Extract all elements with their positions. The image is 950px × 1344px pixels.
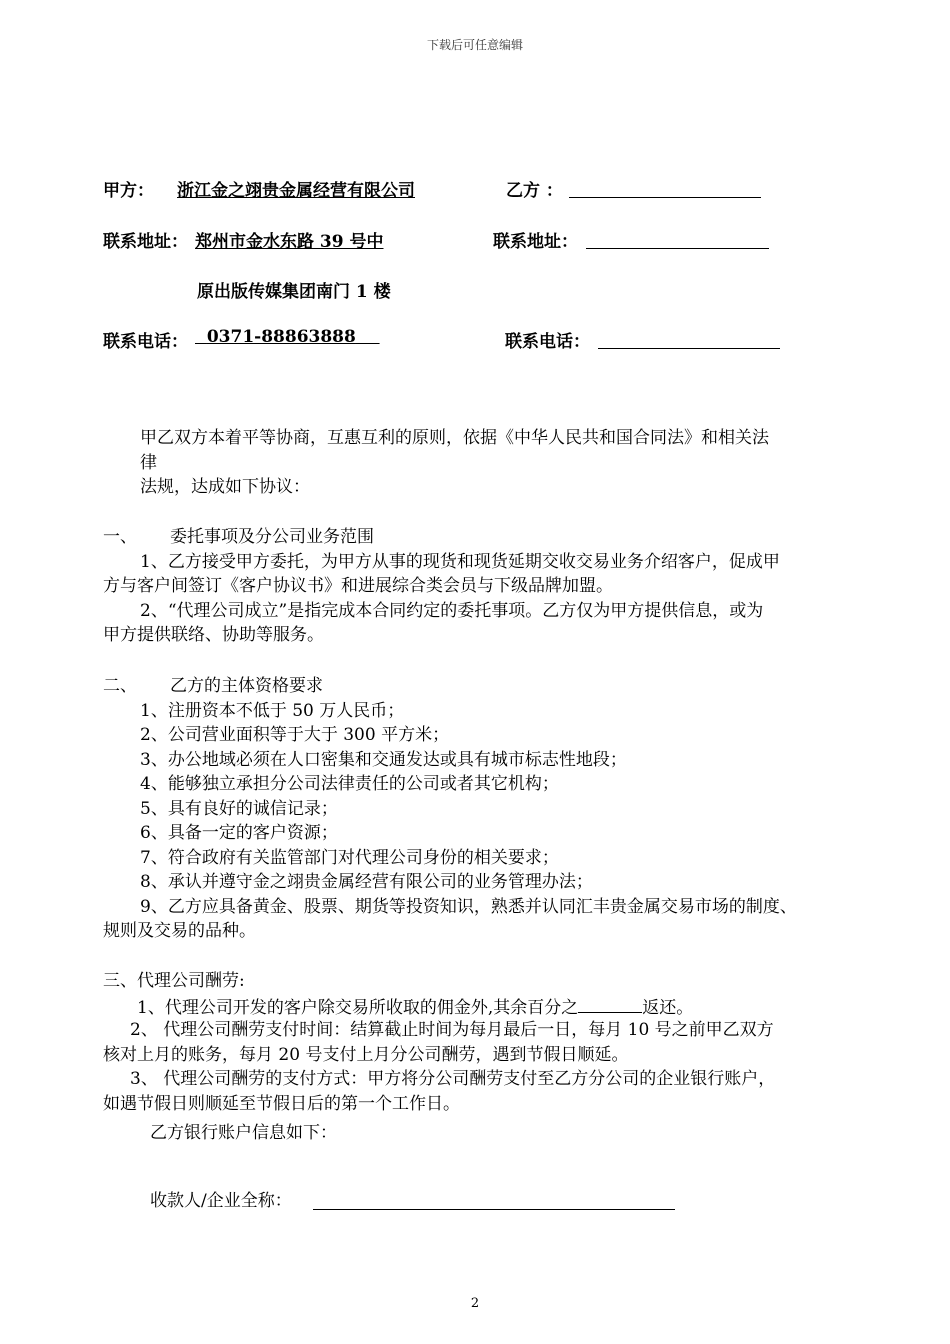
section1-p2-line1: 2、“代理公司成立”是指完成本合同约定的委托事项。乙方仅为甲方提供信息，或为 [140,601,764,621]
section3-p3-line2: 如遇节假日则顺延至节假日后的第一个工作日。 [103,1094,460,1114]
bank-info-intro: 乙方银行账户信息如下： [150,1123,337,1143]
phone-b-blank [598,330,780,349]
address-b-blank [586,230,769,249]
address-b-label: 联系地址： [493,232,578,252]
phone-b-label: 联系电话： [505,332,590,352]
section1-heading-num: 一、 [103,527,137,547]
section1-heading: 委托事项及分公司业务范围 [170,527,374,547]
intro-line2: 律 [140,453,157,473]
address-line1: 郑州市金水东路 39 号中 [195,232,384,252]
section2-heading-num: 二、 [103,676,137,696]
section2-item: 3、办公地域必须在人口密集和交通发达或具有城市标志性地段； [140,750,627,770]
phone-label: 联系电话： [103,332,188,352]
party-a-label: 甲方： [103,181,154,201]
section2-item: 1、注册资本不低于 50 万人民币； [140,701,405,721]
payee-blank [313,1191,675,1210]
header-note: 下载后可任意编辑 [426,38,523,52]
section3-p1-before: 1、代理公司开发的客户除交易所收取的佣金外,其余百分之 [137,998,579,1018]
page-number: 2 [470,1296,480,1311]
section2-item: 2、公司营业面积等于大于 300 平方米； [140,725,450,745]
section3-p3-line1: 3、 代理公司酬劳的支付方式：甲方将分公司酬劳支付至乙方分公司的企业银行账户， [130,1069,776,1089]
address-line2: 原出版传媒集团南门 1 楼 [197,282,391,302]
section2-item: 7、符合政府有关监管部门对代理公司身份的相关要求； [140,848,559,868]
section3-heading: 三、代理公司酬劳: [103,971,245,991]
section2-heading: 乙方的主体资格要求 [170,676,323,696]
section1-p2-line2: 甲方提供联络、协助等服务。 [103,625,324,645]
section3-p2-line2: 核对上月的账务，每月 20 号支付上月分公司酬劳，遇到节假日顺延。 [103,1045,629,1065]
section2-item: 8、承认并遵守金之翊贵金属经营有限公司的业务管理办法； [140,872,593,892]
intro-line3: 法规，达成如下协议： [140,477,310,497]
party-b-label: 乙方 ： [506,181,563,201]
section3-p1 [137,994,693,1020]
section2-item: 4、能够独立承担分公司法律责任的公司或者其它机构； [140,774,559,794]
section2-item: 5、具有良好的诚信记录； [140,799,338,819]
intro-line1: 甲乙双方本着平等协商，互惠互利的原则，依据《中华人民共和国合同法》和相关法 [140,428,769,448]
section2-item9-line1: 9、乙方应具备黄金、股票、期货等投资知识，熟悉并认同汇丰贵金属交易市场的制度、 [140,897,797,917]
commission-percent-blank [578,994,642,1013]
address-label: 联系地址： [103,232,188,252]
section1-p1-line2: 方与客户间签订《客户协议书》和进展综合类会员与下级品牌加盟。 [103,576,613,596]
party-a-name: 浙江金之翊贵金属经营有限公司 [177,181,415,201]
section1-p1-line1: 1、乙方接受甲方委托，为甲方从事的现货和现货延期交收交易业务介绍客户，促成甲 [140,552,780,572]
phone-value [195,327,368,347]
section3-p2-line1: 2、 代理公司酬劳支付时间：结算截止时间为每月最后一日，每月 10 号之前甲乙双方 [130,1020,774,1040]
party-b-name-blank [569,179,761,198]
payee-label: 收款人/企业全称： [150,1191,292,1211]
section2-item: 6、具备一定的客户资源； [140,823,338,843]
section2-item9-line2: 规则及交易的品种。 [103,921,256,941]
section3-p1-after: 返还。 [642,998,694,1018]
phone-number: 0371-88863888 [206,327,356,347]
